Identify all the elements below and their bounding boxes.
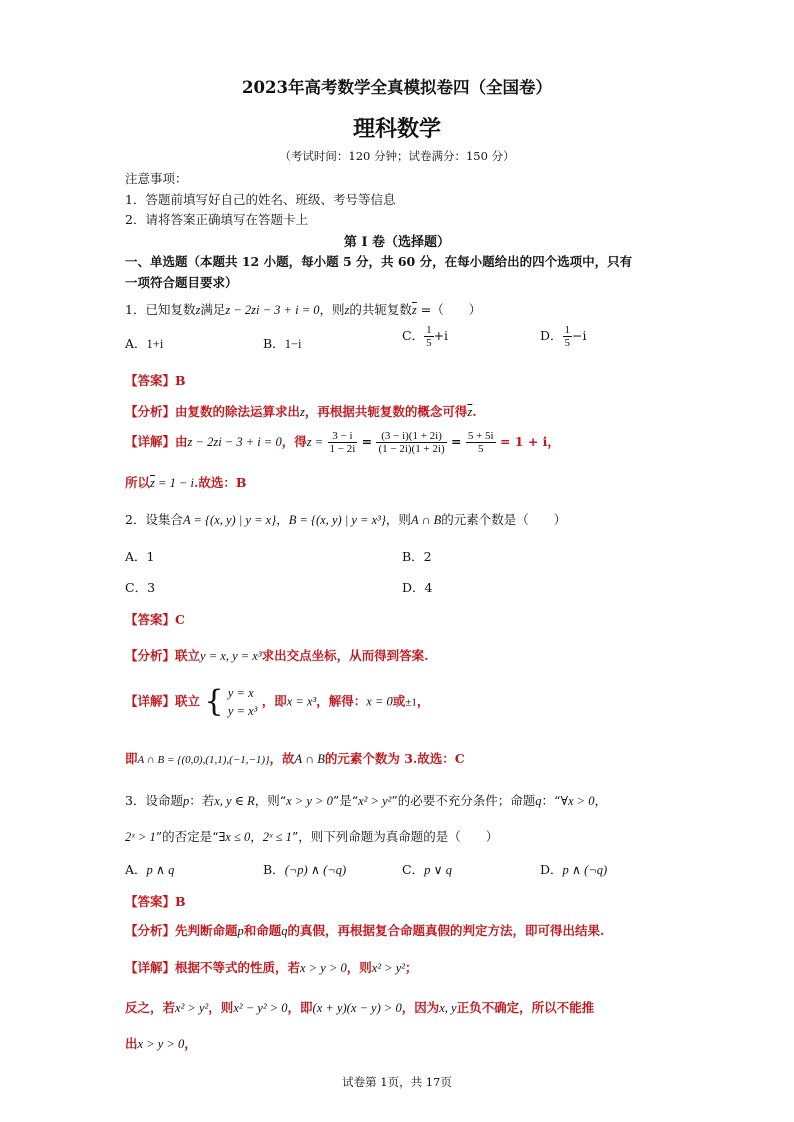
q1-conclusion: 所以$\overline{z} = 1 - i$.故选：B <box>125 475 247 490</box>
q2-detail: 【详解】联立 { y = x y = x³ ，即x = x³，解得：x = 0或±1， <box>125 684 430 719</box>
q2-conclusion: 即A ∩ B = {(0,0),(1,1),(−1,−1)}，故A ∩ B的元素个数为 3.故选：C <box>125 751 465 766</box>
q3-option-c: C．p ∨ q <box>402 862 452 877</box>
q1-option-d: D． $\frac{1}{5}$ −i <box>540 324 587 349</box>
q3-last-line: 出x > y > 0， <box>125 1036 197 1051</box>
q1-option-b: B．1−i <box>263 336 302 351</box>
q2-option-d: D．4 <box>402 580 433 595</box>
subject-title: 理科数学 <box>352 116 441 142</box>
q3-option-a: A．p ∧ q <box>125 862 175 877</box>
q2-option-c: C．3 <box>125 580 156 595</box>
section-title: 第 I 卷（选择题） <box>343 235 451 250</box>
q1-option-c: C． $\frac{1}{5}$ +i <box>402 324 449 349</box>
q2-option-a: A．1 <box>125 549 155 564</box>
system-brace: { <box>204 684 224 719</box>
notes-heading: 注意事项： <box>125 171 188 186</box>
q2-stem: 2．设集合A = {(x, y) | y = x}，B = {(x, y) | y = x³}，则A ∩ B的元素个数是（ ） <box>125 512 567 527</box>
q2-option-b: B．2 <box>402 549 432 564</box>
q3-answer: 【答案】B <box>125 894 186 909</box>
q1-option-a: A．1+i <box>125 336 164 351</box>
q3-analysis: 【分析】先判断命题p和命题q的真假，再根据复合命题真假的判定方法，即可得出结果. <box>125 923 605 938</box>
exam-info: （考试时间：120 分钟；试卷满分：150 分） <box>279 149 515 163</box>
equation-system: y = x y = x³ <box>227 686 258 718</box>
part-heading-line2: 一项符合题目要求） <box>125 275 238 290</box>
q1-stem: 1．已知复数z满足z − 2zi − 3 + i = 0，则z的共轭复数$\overline{z}$ =（ ） <box>125 302 482 317</box>
q2-answer: 【答案】C <box>125 612 185 627</box>
page-footer: 试卷第 1页，共 17页 <box>342 1075 452 1089</box>
q1-detail: 【详解】由z − 2zi − 3 + i = 0，得z = $\frac{3 - i}{1 - 2i}$ = $\frac{(3 - i)(1 + 2i)}{(1 - 2i)(1 + 2i)}$ = $\frac{5 + 5i}{5}$ = 1 + i， <box>125 430 560 455</box>
q3-stem-line2: 2ˣ > 1”的否定是“∃x ≤ 0，2ˣ ≤ 1”，则下列命题为真命题的是（ ） <box>125 829 499 844</box>
q3-stem-line1: 3．设命题p：若x, y ∈ R，则“x > y > 0”是“x² > y²”的必要不充分条件；命题q：“∀x > 0， <box>125 793 607 808</box>
q2-analysis: 【分析】联立y = x, y = x³求出交点坐标，从而得到答案. <box>125 648 429 663</box>
q1-answer: 【答案】B <box>125 373 186 388</box>
q1-analysis: 【分析】由复数的除法运算求出z，再根据共轭复数的概念可得$\overline{z}$. <box>125 404 477 419</box>
q3-detail: 【详解】根据不等式的性质，若x > y > 0，则x² > y²； <box>125 960 418 975</box>
q3-option-d: D．p ∧ (¬q) <box>540 862 608 877</box>
q3-option-b: B．(¬p) ∧ (¬q) <box>263 862 347 877</box>
part-heading-line1: 一、单选题（本题共 12 小题，每小题 5 分，共 60 分，在每小题给出的四个选项中，只有 <box>125 254 633 269</box>
exam-title: 2023年高考数学全真模拟卷四（全国卷） <box>242 78 552 97</box>
q3-reverse: 反之，若x² > y²，则x² − y² > 0，即(x + y)(x − y) > 0，因为x, y正负不确定，所以不能推 <box>125 1000 595 1015</box>
note-item-1: 1．答题前填写好自己的姓名、班级、考号等信息 <box>125 192 396 207</box>
note-item-2: 2．请将答案正确填写在答题卡上 <box>125 212 308 227</box>
